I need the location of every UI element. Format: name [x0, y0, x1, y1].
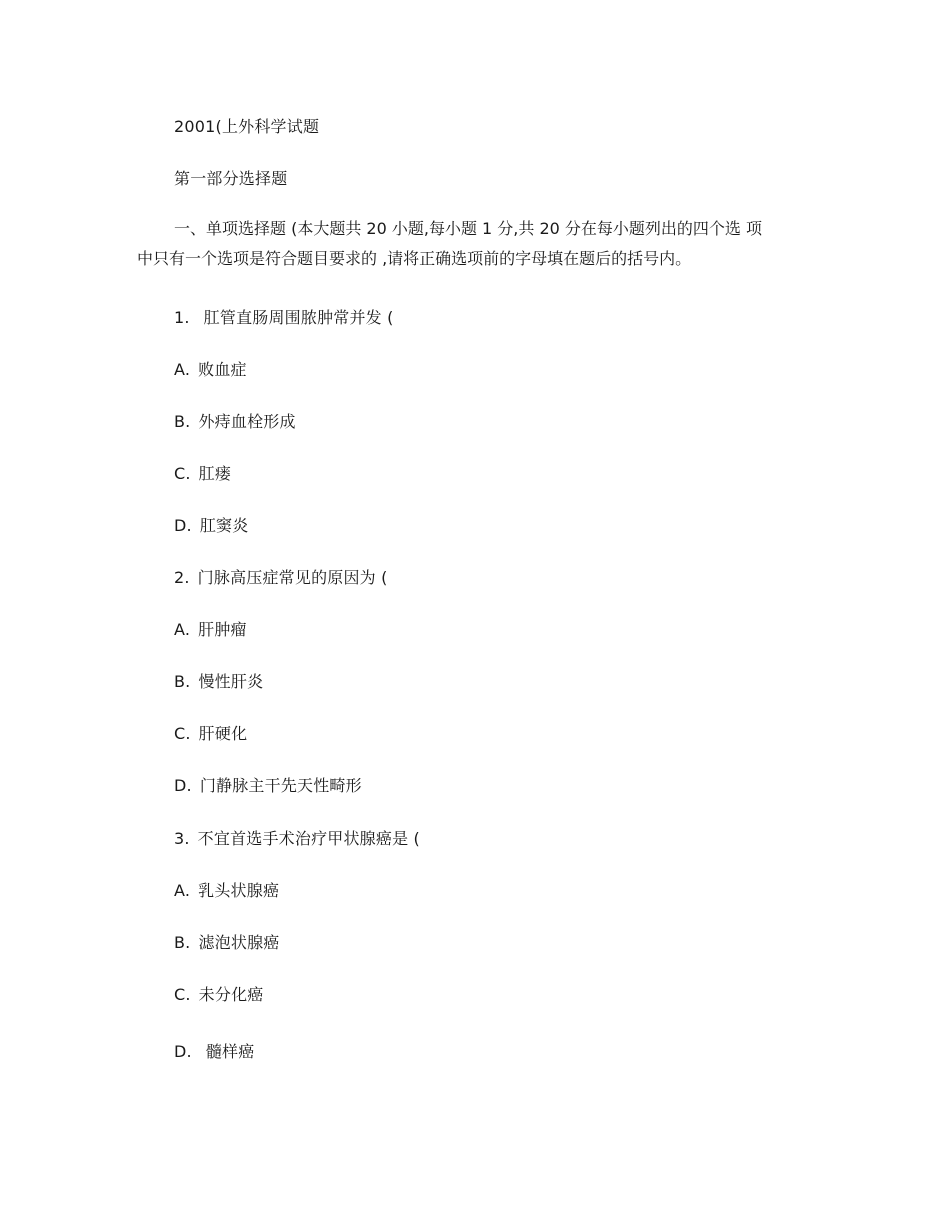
question-number: 2.	[174, 568, 190, 587]
question-number: 3.	[174, 829, 190, 848]
question-3-stem	[174, 828, 420, 850]
option-text: 肝硬化	[198, 724, 248, 743]
option-text: 髓样癌	[205, 1042, 255, 1061]
question-2-option-a	[174, 619, 247, 641]
option-letter: D.	[174, 516, 192, 535]
question-3-option-d	[174, 1041, 254, 1063]
option-letter: B.	[174, 412, 191, 431]
question-number: 1.	[174, 308, 190, 327]
option-letter: A.	[174, 881, 191, 900]
question-1-option-c	[174, 463, 231, 485]
option-text: 门静脉主干先天性畸形	[199, 776, 362, 795]
option-text: 未分化癌	[198, 985, 264, 1004]
option-letter: B.	[174, 933, 191, 952]
question-2-option-d	[174, 775, 362, 797]
option-text: 乳头状腺癌	[198, 881, 280, 900]
question-1-option-b	[174, 411, 296, 433]
option-letter: A.	[174, 620, 191, 639]
option-letter: C.	[174, 464, 191, 483]
option-letter: B.	[174, 672, 191, 691]
option-letter: D.	[174, 776, 192, 795]
option-text: 慢性肝炎	[198, 672, 264, 691]
option-text: 肛窦炎	[199, 516, 249, 535]
question-3-option-a	[174, 880, 279, 902]
option-text: 肝肿瘤	[198, 620, 247, 639]
option-text: 外痔血栓形成	[198, 412, 296, 431]
question-2-option-b	[174, 671, 263, 693]
option-text: 肛瘘	[198, 464, 232, 483]
question-text: 门脉高压症常见的原因为 (	[197, 568, 388, 587]
section-intro-line-2: 中只有一个选项是符合题目要求的 ,请将正确选项前的字母填在题后的括号内。	[137, 249, 692, 268]
question-2-option-c	[174, 723, 247, 745]
option-letter: C.	[174, 985, 191, 1004]
part-heading: 第一部分选择题	[174, 169, 288, 188]
option-letter: C.	[174, 724, 191, 743]
option-text: 败血症	[198, 360, 247, 379]
question-text: 不宜首选手术治疗甲状腺癌是 (	[197, 829, 421, 848]
question-1-option-d	[174, 515, 248, 537]
option-text: 滤泡状腺癌	[198, 933, 280, 952]
question-text: 肛管直肠周围脓肿常并发 (	[203, 308, 394, 327]
question-1-option-a	[174, 359, 247, 381]
section-intro	[137, 218, 797, 270]
section-intro-line-1: 一、单项选择题 (本大题共 20 小题,每小题 1 分,共 20 分在每小题列出的四个选 项	[174, 219, 763, 238]
question-3-option-c	[174, 984, 263, 1006]
question-3-option-b	[174, 932, 279, 954]
question-2-stem	[174, 567, 388, 589]
option-letter: A.	[174, 360, 191, 379]
document-title: 2001(上外科学试题	[174, 117, 320, 136]
question-1-stem	[174, 307, 394, 329]
option-letter: D.	[174, 1042, 192, 1061]
